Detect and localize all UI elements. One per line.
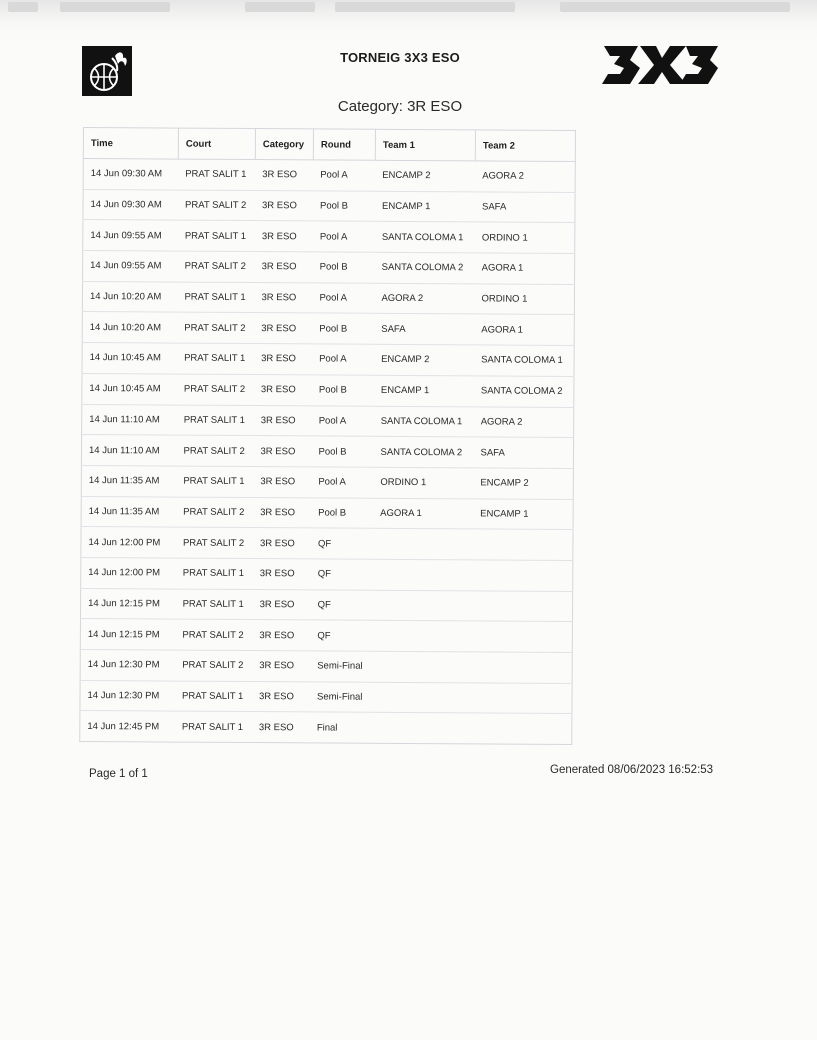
table-row [80,588,572,622]
cell-court: PRAT SALIT 2 [178,190,255,221]
cell-team2: AGORA 2 [474,406,574,437]
cell-category: 3R ESO [254,405,312,436]
table-row [82,312,574,346]
cell-team1: ORDINO 1 [373,467,473,498]
cell-team2: ORDINO 1 [475,222,575,253]
cell-team2: SANTA COLOMA 2 [474,376,574,407]
cell-round: Pool A [311,467,373,498]
cell-team1 [372,590,472,621]
cell-time: 14 Jun 10:45 AM [82,343,177,374]
cell-category: 3R ESO [252,589,310,620]
cell-team1: ENCAMP 1 [375,191,475,222]
cell-time: 14 Jun 09:55 AM [83,251,178,282]
cell-court: PRAT SALIT 1 [178,220,255,251]
cell-court: PRAT SALIT 1 [176,466,253,497]
cell-round: Final [310,712,372,743]
table-row [81,435,573,469]
cell-court: PRAT SALIT 1 [177,405,254,436]
cell-team1 [373,559,473,590]
column-header-round: Round [313,129,375,160]
cell-round: QF [310,590,372,621]
cell-team1: AGORA 1 [373,498,473,529]
column-header-team1: Team 1 [375,129,475,161]
cell-team1: SANTA COLOMA 2 [375,252,475,283]
cell-time: 14 Jun 11:10 AM [82,404,177,435]
cell-category: 3R ESO [253,558,311,589]
cell-round: Pool A [312,405,374,436]
cell-team2: SAFA [475,192,575,223]
scan-top-edge [0,0,817,22]
cell-time: 14 Jun 12:30 PM [80,680,175,711]
cell-court: PRAT SALIT 1 [175,589,252,620]
cell-round: Semi-Final [310,682,372,713]
cell-round: Pool B [312,313,374,344]
cell-time: 14 Jun 10:20 AM [82,281,177,312]
cell-category: 3R ESO [253,528,311,559]
table-row [83,251,575,285]
cell-team1: SANTA COLOMA 2 [373,436,473,467]
table-row [80,619,572,653]
cell-court: PRAT SALIT 2 [175,619,252,650]
cell-category: 3R ESO [254,374,312,405]
cell-time: 14 Jun 12:15 PM [80,588,175,619]
cell-court: PRAT SALIT 2 [175,650,252,681]
cell-team2: AGORA 2 [475,161,575,192]
table-row [82,404,574,438]
cell-category: 3R ESO [254,282,312,313]
cell-category: 3R ESO [254,313,312,344]
column-header-category: Category [255,129,313,160]
cell-court: PRAT SALIT 2 [176,497,253,528]
table-row [83,159,575,193]
cell-court: PRAT SALIT 1 [176,558,253,589]
cell-round: Pool B [313,191,375,222]
table-row [80,649,572,683]
cell-category: 3R ESO [255,160,313,191]
generated-timestamp: Generated 08/06/2023 16:52:53 [550,764,714,776]
cell-team2 [472,683,572,714]
cell-category: 3R ESO [255,252,313,283]
table-row [81,465,573,499]
document-title: TORNEIG 3X3 ESO [340,50,460,65]
table-row [83,220,575,254]
cell-team1 [372,651,472,682]
page-number: Page 1 of 1 [89,768,148,780]
cell-team2 [472,591,572,622]
cell-category: 3R ESO [252,712,310,743]
cell-category: 3R ESO [253,436,311,467]
cell-round: Pool A [312,283,374,314]
cell-court: PRAT SALIT 1 [175,681,252,712]
cell-team2 [472,652,572,683]
cell-round: Pool A [313,160,375,191]
column-header-court: Court [178,128,255,159]
cell-team1: SANTA COLOMA 1 [375,222,475,253]
cell-court: PRAT SALIT 2 [177,374,254,405]
cell-time: 14 Jun 10:45 AM [82,373,177,404]
cell-round: QF [311,559,373,590]
table-row [82,343,574,377]
cell-team2 [473,529,573,560]
cell-round: Semi-Final [310,651,372,682]
cell-team1: ENCAMP 2 [375,160,475,191]
cell-round: Pool B [313,252,375,283]
cell-team2 [472,621,572,652]
cell-time: 14 Jun 12:15 PM [80,619,175,650]
cell-team2: ENCAMP 2 [473,468,573,499]
cell-category: 3R ESO [255,221,313,252]
cell-court: PRAT SALIT 2 [178,251,255,282]
table-header-row [83,128,575,162]
cell-time: 14 Jun 09:30 AM [83,159,178,190]
cell-time: 14 Jun 12:00 PM [81,527,176,558]
cell-court: PRAT SALIT 2 [176,435,253,466]
cell-time: 14 Jun 11:35 AM [81,496,176,527]
cell-team2: AGORA 1 [475,253,575,284]
cell-court: PRAT SALIT 2 [176,527,253,558]
cell-category: 3R ESO [252,681,310,712]
cell-team1 [372,621,472,652]
cell-time: 14 Jun 09:30 AM [83,189,178,220]
cell-team2 [472,713,572,744]
cell-round: Pool A [312,344,374,375]
cell-category: 3R ESO [252,651,310,682]
cell-time: 14 Jun 09:55 AM [83,220,178,251]
cell-team2: AGORA 1 [474,314,574,345]
cell-team1: SAFA [374,314,474,345]
category-heading: Category: 3R ESO [337,98,463,115]
table-row [81,496,573,530]
cell-time: 14 Jun 11:35 AM [81,465,176,496]
cell-round: Pool B [311,436,373,467]
cell-category: 3R ESO [254,344,312,375]
cell-round: QF [311,528,373,559]
table-row [82,373,574,407]
table-row [80,711,572,745]
cell-time: 14 Jun 12:30 PM [80,649,175,680]
cell-team1 [373,529,473,560]
cell-team1 [372,682,472,713]
basketball-flame-logo-icon [82,46,132,96]
fiba-3x3-logo-icon [600,38,718,90]
cell-time: 14 Jun 12:45 PM [80,711,175,742]
cell-round: Pool B [311,497,373,528]
table-row [82,281,574,315]
schedule-table-container [79,127,579,745]
cell-team2: SANTA COLOMA 1 [474,345,574,376]
cell-team1: AGORA 2 [374,283,474,314]
cell-court: PRAT SALIT 2 [177,313,254,344]
schedule-table [79,127,576,745]
table-row [81,527,573,561]
cell-team1: ENCAMP 1 [374,375,474,406]
cell-team2: ENCAMP 1 [473,498,573,529]
cell-category: 3R ESO [252,620,310,651]
cell-team2 [473,560,573,591]
cell-court: PRAT SALIT 1 [177,282,254,313]
cell-time: 14 Jun 10:20 AM [82,312,177,343]
table-row [83,189,575,223]
cell-category: 3R ESO [253,466,311,497]
cell-court: PRAT SALIT 1 [175,711,252,742]
cell-round: QF [310,620,372,651]
cell-round: Pool A [313,221,375,252]
cell-round: Pool B [312,375,374,406]
cell-time: 14 Jun 11:10 AM [81,435,176,466]
table-row [81,557,573,591]
cell-category: 3R ESO [255,190,313,221]
cell-team2: SAFA [473,437,573,468]
cell-team2: ORDINO 1 [474,284,574,315]
cell-team1: SANTA COLOMA 1 [374,406,474,437]
cell-category: 3R ESO [253,497,311,528]
table-row [80,680,572,714]
cell-time: 14 Jun 12:00 PM [81,557,176,588]
cell-court: PRAT SALIT 1 [178,159,255,190]
column-header-time: Time [83,128,178,160]
cell-team1: ENCAMP 2 [374,344,474,375]
cell-court: PRAT SALIT 1 [177,343,254,374]
cell-team1 [372,713,472,744]
column-header-team2: Team 2 [475,130,575,162]
